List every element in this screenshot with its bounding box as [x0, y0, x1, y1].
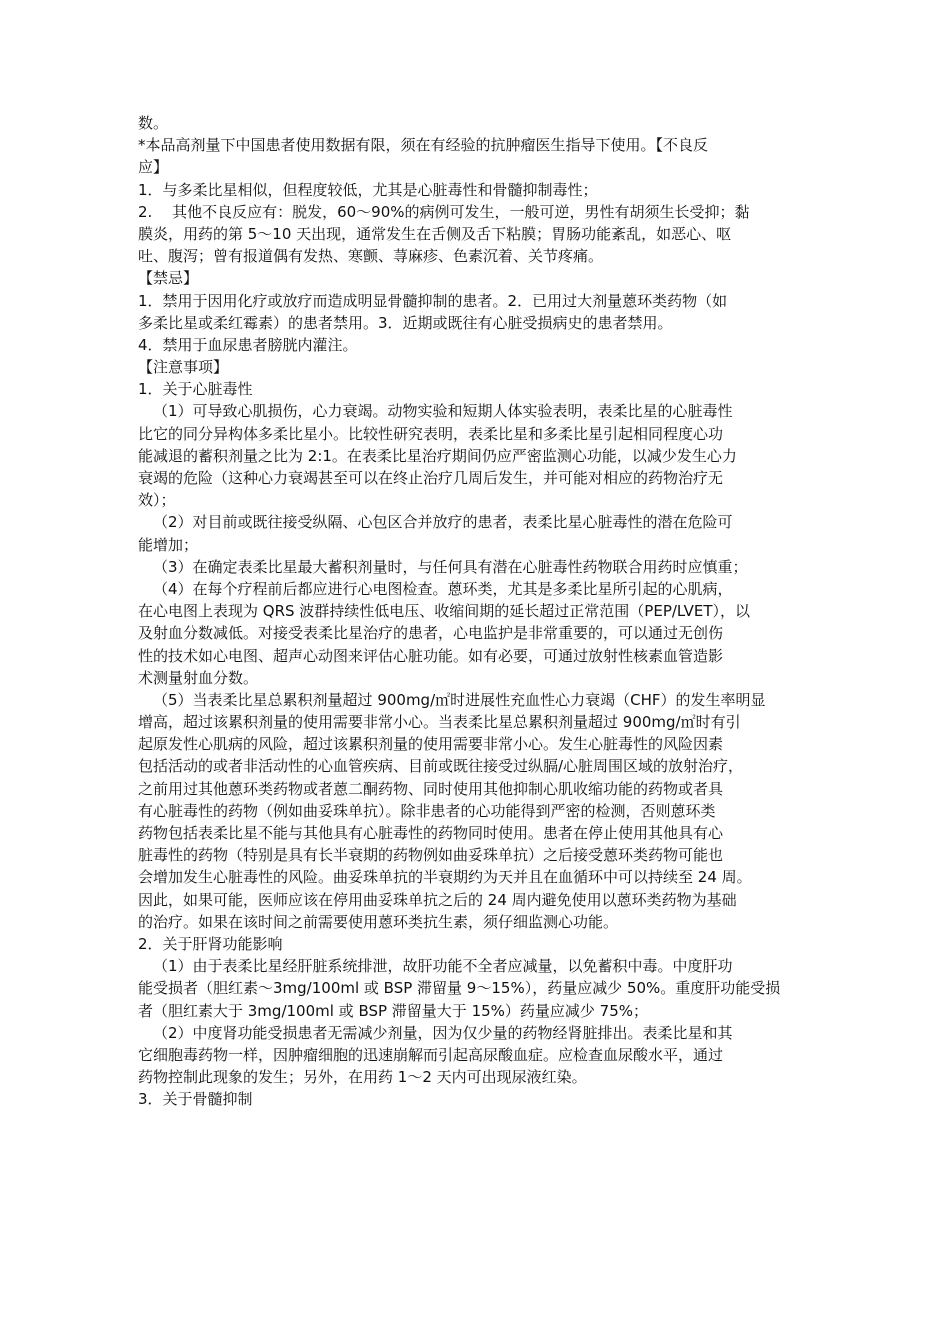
list-item: 1．禁用于因用化疗或放疗而造成明显骨髓抑制的患者。2．已用过大剂量蒽环类药物（如 [138, 291, 728, 310]
text-line: 及射血分数减低。对接受表柔比星治疗的患者，心电监护是非常重要的，可以通过无创伤 [138, 624, 724, 643]
paragraph-start: （1）由于表柔比星经肝脏系统排泄，故肝功能不全者应减量，以免蓄积中毒。中度肝功 [153, 957, 733, 976]
text-line: 脏毒性的药物（特别是具有长半衰期的药物例如曲妥珠单抗）之后接受蒽环类药物可能也 [138, 846, 724, 865]
text-line: 比它的同分异构体多柔比星小。比较性研究表明，表柔比星和多柔比星引起相同程度心功 [138, 424, 724, 443]
text-line: 能减退的蓄积剂量之比为 2:1。在表柔比星治疗期间仍应严密监测心功能，以减少发生心力 [138, 446, 737, 465]
paragraph-start: （3）在确定表柔比星最大蓄积剂量时，与任何具有潜在心脏毒性药物联合用药时应慎重； [153, 557, 748, 576]
text-line: 性的技术如心电图、超声心动图来评估心脏功能。如有必要，可通过放射性核素血管造影 [138, 646, 724, 665]
paragraph-start: （1）可导致心肌损伤，心力衰竭。动物实验和短期人体实验表明，表柔比星的心脏毒性 [153, 402, 733, 421]
subsection-heading: 3．关于骨髓抑制 [138, 1090, 253, 1109]
paragraph-start: （5）当表柔比星总累积剂量超过 900mg/㎡时进展性充血性心力衰竭（CHF）的发生率明显 [153, 690, 766, 709]
text-line: 在心电图上表现为 QRS 波群持续性低电压、收缩间期的延长超过正常范围（PEP/LVET），以 [138, 602, 751, 621]
text-line: 之前用过其他蒽环类药物或者蒽二酮药物、同时使用其他抑制心肌收缩功能的药物或者具 [138, 779, 724, 798]
section-heading-precautions: 【注意事项】 [138, 358, 229, 377]
paragraph-start: （2）中度肾功能受损患者无需减少剂量，因为仅少量的药物经肾脏排出。表柔比星和其 [153, 1023, 733, 1042]
subsection-heading: 2．关于肝肾功能影响 [138, 934, 283, 953]
text-line: 包括活动的或者非活动性的心血管疾病、目前或既往接受过纵膈/心脏周围区域的放射治疗， [138, 757, 744, 776]
text-line: 因此，如果可能，医师应该在停用曲妥珠单抗之后的 24 周内避免使用以蒽环类药物为基础 [138, 890, 737, 909]
text-line: 效）； [138, 491, 176, 510]
section-heading-contraindications: 【禁忌】 [138, 269, 199, 288]
text-line: 会增加发生心脏毒性的风险。曲妥珠单抗的半衰期约为天并且在血循环中可以持续至 24 周。 [138, 868, 752, 887]
text-line: 吐、腹泻；曾有报道偶有发热、寒颤、荨麻疹、色素沉着、关节疼痛。 [138, 247, 604, 266]
text-line: 者（胆红素大于 3mg/100ml 或 BSP 滞留量大于 15%）药量应减少 75%； [138, 1001, 649, 1020]
text-line: 应】 [138, 158, 169, 177]
text-line: 能增加； [138, 535, 199, 554]
text-line: 它细胞毒药物一样，因肿瘤细胞的迅速崩解而引起高尿酸血症。应检查血尿酸水平，通过 [138, 1045, 724, 1064]
text-line: 术测量射血分数。 [138, 668, 259, 687]
list-item: 2. 其他不良反应有：脱发，60～90%的病例可发生，一般可逆，男性有胡须生长受抑；黏 [138, 202, 750, 221]
paragraph-start: （4）在每个疗程前后都应进行心电图检查。蒽环类，尤其是多柔比星所引起的心肌病， [153, 579, 733, 598]
text-line: *本品高剂量下中国患者使用数据有限，须在有经验的抗肿瘤医生指导下使用。【不良反 [138, 136, 709, 155]
document-body [138, 112, 818, 1110]
list-item: 1．与多柔比星相似，但程度较低，尤其是心脏毒性和骨髓抑制毒性； [138, 180, 598, 199]
text-line: 起原发性心肌病的风险，超过该累积剂量的使用需要非常小心。发生心脏毒性的风险因素 [138, 735, 724, 754]
text-line: 有心脏毒性的药物（例如曲妥珠单抗）。除非患者的心功能得到严密的检测，否则蒽环类 [138, 801, 716, 820]
text-line: 能受损者（胆红素～3mg/100ml 或 BSP 滞留量 9～15%），药量应减少 50%。重度肝功能受损 [138, 979, 781, 998]
text-line: 药物包括表柔比星不能与其他具有心脏毒性的药物同时使用。患者在停止使用其他具有心 [138, 824, 724, 842]
text-line: 的治疗。如果在该时间之前需要使用蒽环类抗生素，须仔细监测心功能。 [138, 912, 619, 931]
text-line: 多柔比星或柔红霉素）的患者禁用。3．近期或既往有心脏受损病史的患者禁用。 [138, 313, 673, 332]
list-item: 4．禁用于血尿患者膀胱内灌注。 [138, 335, 358, 354]
text-line: 药物控制此现象的发生；另外，在用药 1～2 天内可出现尿液红染。 [138, 1068, 587, 1087]
text-line: 膜炎，用药的第 5～10 天出现，通常发生在舌侧及舌下粘膜；胃肠功能紊乱，如恶心、呕 [138, 224, 732, 243]
text-line: 衰竭的危险（这种心力衰竭甚至可以在终止治疗几周后发生，并可能对相应的药物治疗无 [138, 469, 724, 487]
text-line: 增高，超过该累积剂量的使用需要非常小心。当表柔比星总累积剂量超过 900mg/㎡时有引 [138, 713, 741, 732]
subsection-heading: 1．关于心脏毒性 [138, 380, 253, 399]
text-line: 数。 [138, 114, 169, 132]
paragraph-start: （2）对目前或既往接受纵隔、心包区合并放疗的患者，表柔比星心脏毒性的潜在危险可 [153, 513, 733, 532]
